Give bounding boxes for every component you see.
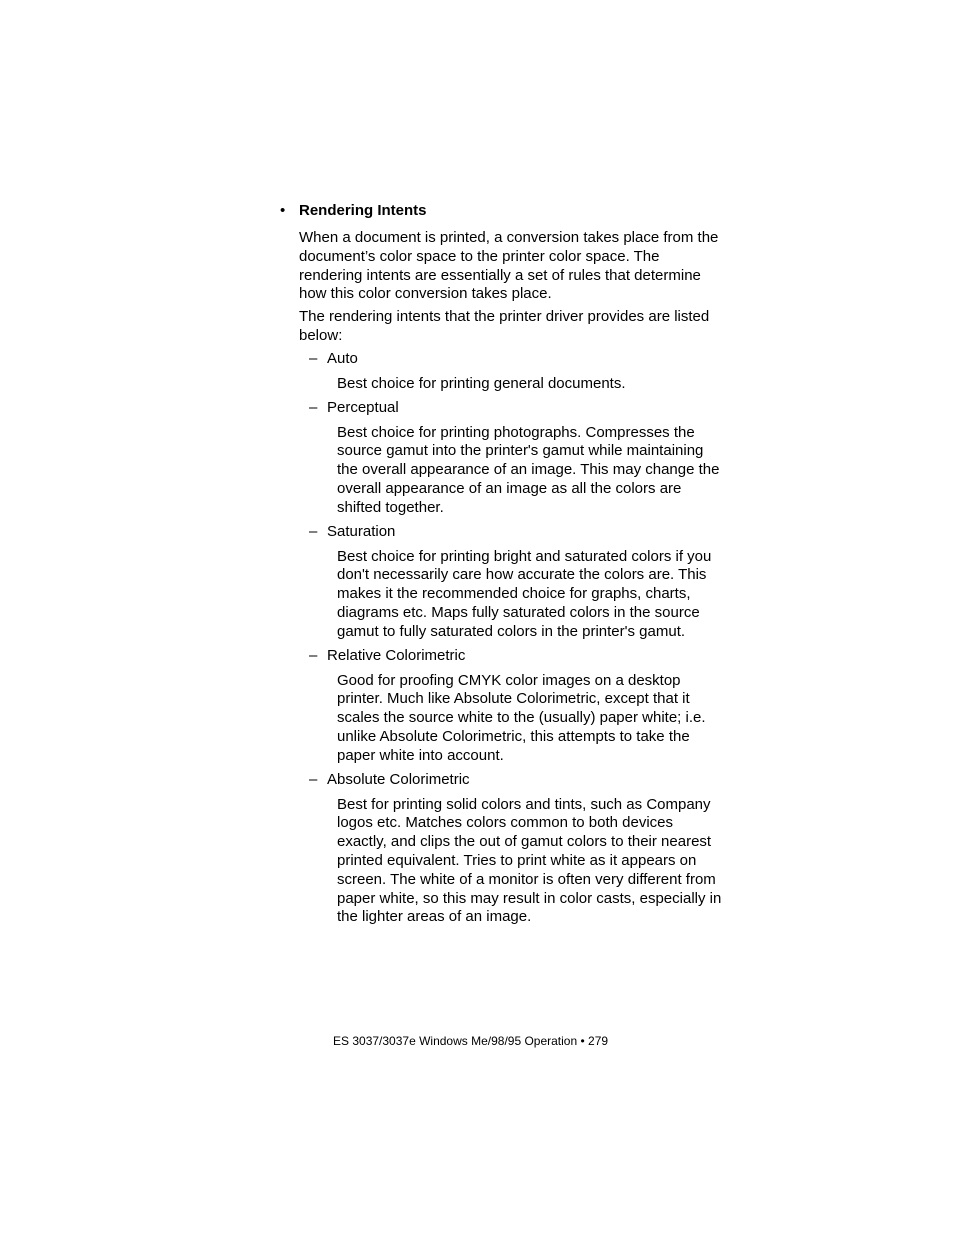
list-item xyxy=(280,349,730,394)
dash-marker: – xyxy=(309,646,318,664)
item-description-absolute-colorimetric: Best for printing solid colors and tints, such as Company logos etc. Matches colors common to both devices exactly, and clips the out of gamut colors to their nearest printed equivalent. Tries to print white as it appears on screen. The white of a monitor is often very different from paper white, so this may result in color casts, especially in the lighter areas of an image. xyxy=(337,795,722,926)
rendering-intent-list xyxy=(280,349,730,927)
item-title-absolute-colorimetric: Absolute Colorimetric xyxy=(327,770,470,788)
dash-marker: – xyxy=(309,770,318,788)
list-item xyxy=(280,770,730,928)
rendering-intents-section xyxy=(280,201,730,927)
intro-paragraph: When a document is printed, a conversion takes place from the document’s color space to the printer color space. The rendering intents are essentially a set of rules that determine how this color conversion takes place. xyxy=(299,229,719,303)
item-title-auto: Auto xyxy=(327,349,358,367)
list-item xyxy=(280,398,730,518)
bullet-marker: • xyxy=(280,202,286,219)
list-item xyxy=(280,522,730,642)
item-title-row xyxy=(280,522,730,542)
item-title-row xyxy=(280,770,730,790)
section-heading-row xyxy=(280,201,730,221)
list-intro-paragraph: The rendering intents that the printer driver provides are listed below: xyxy=(299,308,710,344)
section-heading: Rendering Intents xyxy=(299,202,427,219)
item-description-auto: Best choice for printing general documents. xyxy=(337,374,626,392)
list-item xyxy=(280,646,730,766)
item-description-perceptual: Best choice for printing photographs. Compresses the source gamut into the printer's gamut while maintaining the overall appearance of an image. This may change the overall appearance of an image as all the colors are shifted together. xyxy=(337,423,720,516)
dash-marker: – xyxy=(309,398,318,416)
item-title-row xyxy=(280,349,730,369)
item-title-saturation: Saturation xyxy=(327,522,396,540)
page-footer: ES 3037/3037e Windows Me/98/95 Operation • 279 xyxy=(333,1034,609,1048)
item-title-row xyxy=(280,646,730,666)
item-description-relative-colorimetric: Good for proofing CMYK color images on a desktop printer. Much like Absolute Colorimetric, except that it scales the source white to the (usually) paper white; i.e. unlike Absolute Colorimetric, this attempts to take the paper white into account. xyxy=(337,671,706,764)
item-title-row xyxy=(280,398,730,418)
dash-marker: – xyxy=(309,349,318,367)
dash-marker: – xyxy=(309,522,318,540)
item-description-saturation: Best choice for printing bright and saturated colors if you don't necessarily care how accurate the colors are. This makes it the recommended choice for graphs, charts, diagrams etc. Maps fully saturated colors in the source gamut to fully saturated colors in the printer's gamut. xyxy=(337,547,712,640)
item-title-relative-colorimetric: Relative Colorimetric xyxy=(327,646,466,664)
item-title-perceptual: Perceptual xyxy=(327,398,399,416)
